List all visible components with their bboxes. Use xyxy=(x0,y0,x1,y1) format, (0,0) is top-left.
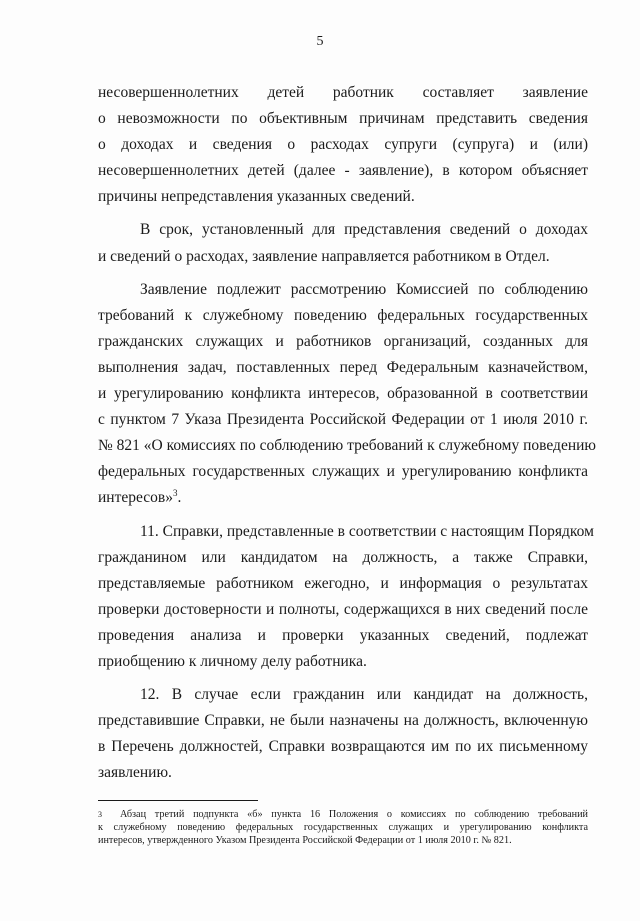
text-line: представившие Справки, не были назначены на должность, включенную xyxy=(98,712,588,730)
text-line: причины непредставления указанных сведений. xyxy=(98,188,415,206)
footnote-line: к служебному поведению федеральных государственных служащих и урегулированию конфликта xyxy=(98,822,588,834)
text-line-content: интересов» xyxy=(98,489,173,507)
footnote xyxy=(98,808,588,848)
text-line: выполнения задач, поставленных перед Федеральным казначейством, xyxy=(98,358,588,376)
text-line: в Перечень должностей, Справки возвращаются им по их письменному xyxy=(98,738,588,756)
paragraph-3 xyxy=(98,277,596,512)
text-line: Заявление подлежит рассмотрению Комиссией по соблюдению xyxy=(140,280,588,298)
footnote-mark: 3 xyxy=(98,810,102,819)
footnote-line: интересов, утвержденного Указом Президента Российской Федерации от 1 июля 2010 г. № 821. xyxy=(98,835,512,847)
text-line: 12. В случае если гражданин или кандидат на должность, xyxy=(140,686,588,704)
paragraph-2 xyxy=(98,217,588,269)
body-text xyxy=(98,80,596,786)
text-line: о невозможности по объективным причинам представить сведения xyxy=(98,110,588,128)
text-line: гражданских служащих и работников организаций, созданных для xyxy=(98,332,588,350)
text-line: о доходах и сведения о расходах супруги (супруга) и (или) xyxy=(98,136,588,154)
text-line: заявлению. xyxy=(98,764,172,782)
text-line: В срок, установленный для представления сведений о доходах xyxy=(140,221,588,239)
text-line: представляемые работником ежегодно, и информация о результатах xyxy=(98,574,588,592)
text-line: проверки достоверности и полноты, содержащихся в них сведений после xyxy=(98,600,588,618)
text-line: несовершеннолетних детей (далее - заявление), в котором объясняет xyxy=(98,162,588,180)
text-line: и сведений о расходах, заявление направляется работником в Отдел. xyxy=(98,247,550,265)
paragraph-5 xyxy=(98,682,588,786)
text-line: 11. Справки, представленные в соответствии с настоящим Порядком xyxy=(140,522,594,540)
footnote-ref: 3 xyxy=(172,488,178,499)
text-line-trailing: . xyxy=(177,489,182,507)
text-line: требований к служебному поведению федеральных государственных xyxy=(98,306,588,324)
footnote-line-text: Абзац третий подпункта «б» пункта 16 Положения о комиссиях по соблюдению требований xyxy=(120,809,588,820)
text-line xyxy=(98,485,588,511)
footnote-line xyxy=(98,808,588,821)
text-line: несовершеннолетних детей работник составляет заявление xyxy=(98,84,588,101)
paragraph-4 xyxy=(98,519,594,676)
text-line: федеральных государственных служащих и урегулированию конфликта xyxy=(98,463,588,481)
text-line: № 821 «О комиссиях по соблюдению требований к служебному поведению xyxy=(98,437,596,455)
text-line: с пунктом 7 Указа Президента Российской Федерации от 1 июля 2010 г. xyxy=(98,411,588,429)
page-number: 5 xyxy=(316,34,324,49)
paragraph-1 xyxy=(98,80,588,210)
text-line: гражданином или кандидатом на должность, а также Справки, xyxy=(98,548,588,566)
text-line: приобщению к личному делу работника. xyxy=(98,652,367,670)
text-line: и урегулированию конфликта интересов, образованной в соответствии xyxy=(98,385,588,403)
footnote-separator xyxy=(98,800,258,801)
text-line: проведения анализа и проверки указанных сведений, подлежат xyxy=(98,626,588,644)
